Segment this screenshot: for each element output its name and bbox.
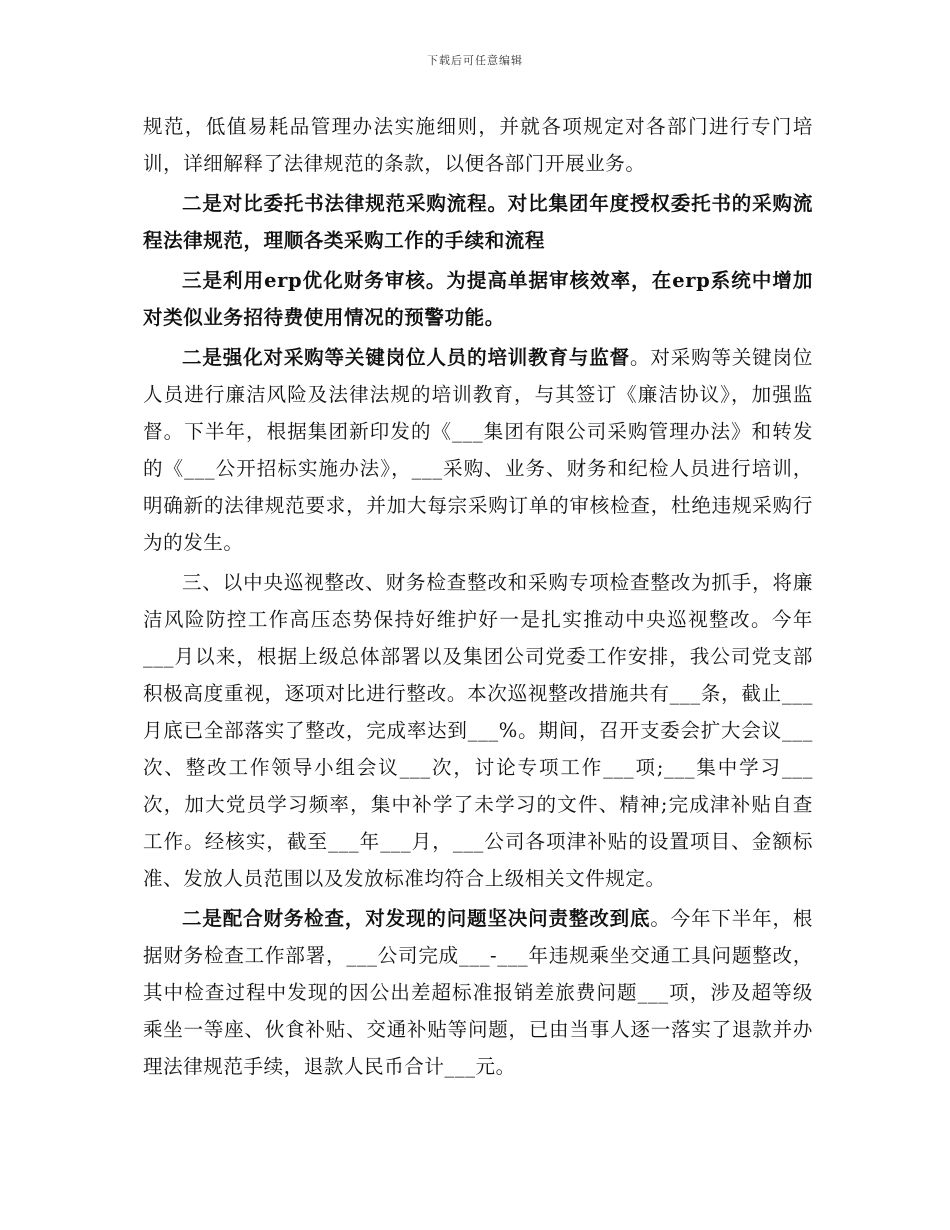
- document-body: [143, 108, 813, 1088]
- paragraph-3: 三是利用erp优化财务审核。为提高单据审核效率，在erp系统中增加对类似业务招待费使用情况的预警功能。: [143, 269, 813, 329]
- paragraph-4-body: 。对采购等关键岗位人员进行廉洁风险及法律法规的培训教育，与其签订《廉洁协议》，加强监督。下半年，根据集团新印发的《___集团有限公司采购管理办法》和转发的《___公开招标实施办法》，___采购、业务、财务和纪检人员进行培训，明确新的法律规范要求，并加大每宗采购订单的审核检查，杜绝违规采购行为的发生。: [143, 346, 814, 554]
- paragraph-2: 二是对比委托书法律规范采购流程。对比集团年度授权委托书的采购流程法律规范，理顺各类采购工作的手续和流程: [143, 192, 813, 252]
- paragraph-4: [143, 339, 813, 561]
- page-header: 下载后可任意编辑: [427, 54, 523, 67]
- paragraph-6-heading: 二是配合财务检查，对发现的问题坚决问责整改到底: [182, 907, 651, 930]
- paragraph-6: [143, 900, 813, 1085]
- paragraph-6-body: 。今年下半年，根据财务检查工作部署，___公司完成___-___年违规乘坐交通工具问题整改，其中检查过程中发现的因公出差超标准报销差旅费问题___项，涉及超等级乘坐一等座、伙食补贴、交通补贴等问题，已由当事人逐一落实了退款并办理法律规范手续，退款人民币合计___元。: [143, 907, 813, 1078]
- paragraph-1: 规范，低值易耗品管理办法实施细则，并就各项规定对各部门进行专门培训，详细解释了法律规范的条款，以便各部门开展业务。: [143, 115, 813, 175]
- paragraph-5: 三、以中央巡视整改、财务检查整改和采购专项检查整改为抓手，将廉洁风险防控工作高压态势保持好维护好一是扎实推动中央巡视整改。今年___月以来，根据上级总体部署以及集团公司党委工作安排，我公司党支部积极高度重视，逐项对比进行整改。本次巡视整改措施共有___条，截止___月底已全部落实了整改，完成率达到___%。期间，召开支委会扩大会议___次、整改工作领导小组会议___次，讨论专项工作___项;___集中学习___次，加大党员学习频率，集中补学了未学习的文件、精神;完成津补贴自查工作。经核实，截至___年___月，___公司各项津补贴的设置项目、金额标准、发放人员范围以及发放标准均符合上级相关文件规定。: [143, 571, 813, 890]
- paragraph-4-heading: 二是强化对采购等关键岗位人员的培训教育与监督: [182, 346, 630, 369]
